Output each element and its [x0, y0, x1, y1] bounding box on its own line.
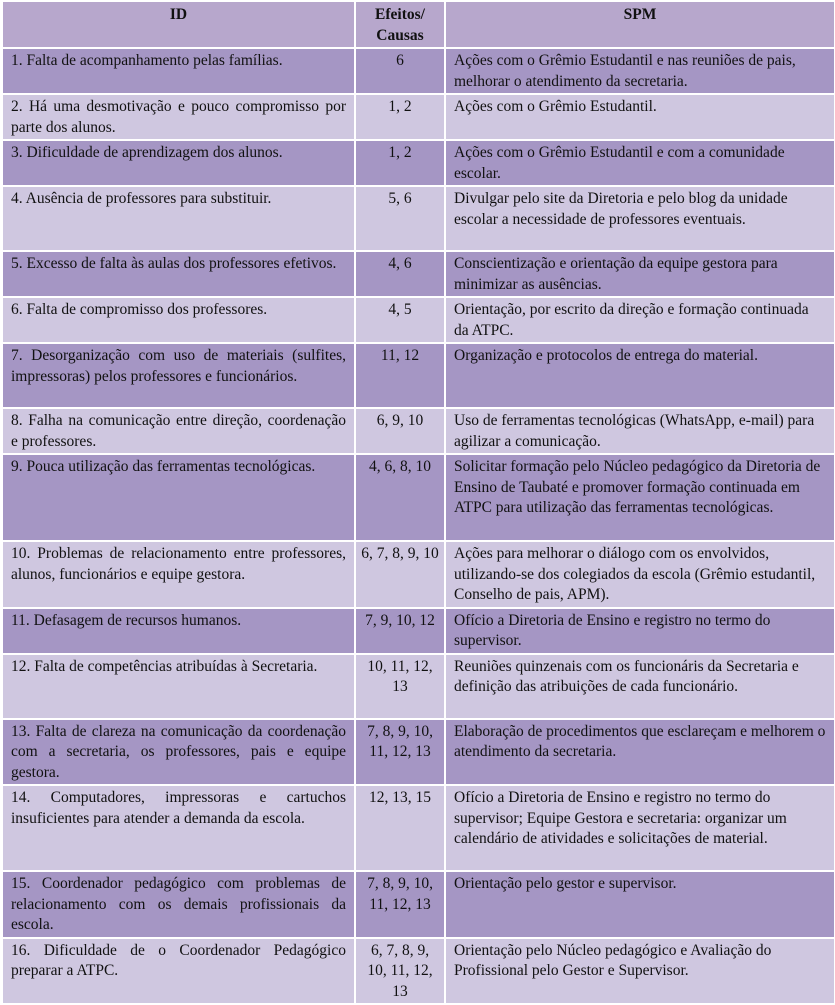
row-id-cell: 7. Desorganização com uso de materiais (sulfites, impressoras) pelos professores e funcionários. [2, 343, 355, 408]
row-spm-cell: Orientação, por escrito da direção e formação continuada da ATPC. [445, 297, 835, 343]
row-id-cell: 14. Computadores, impressoras e cartuchos insuficientes para atender a demanda da escola. [2, 785, 355, 871]
row-spm-cell: Solicitar formação pelo Núcleo pedagógico da Diretoria de Ensino de Taubaté e promover formação continuada em ATPC para utilização das ferramentas tecnológicas. [445, 454, 835, 541]
row-spm-cell: Ofício a Diretoria de Ensino e registro no termo do supervisor; Equipe Gestora e secretaria: organizar um calendário de atividades e solicitações de material. [445, 785, 835, 871]
row-efeitos-cell: 6, 7, 8, 9, 10 [355, 541, 445, 608]
row-spm-cell: Divulgar pelo site da Diretoria e pelo blog da unidade escolar a necessidade de professores eventuais. [445, 186, 835, 251]
row-id-cell: 9. Pouca utilização das ferramentas tecnológicas. [2, 454, 355, 541]
header-causas: Causas [376, 26, 424, 44]
row-id-cell: 4. Ausência de professores para substituir. [2, 186, 355, 251]
table-row [2, 297, 835, 343]
row-spm-cell: Ações com o Grêmio Estudantil. [445, 94, 835, 140]
table-row [2, 343, 835, 408]
table-row [2, 541, 835, 608]
row-efeitos-cell: 7, 9, 10, 12 [355, 608, 445, 654]
table-row [2, 408, 835, 454]
row-spm-cell: Ações com o Grêmio Estudantil e nas reuniões de pais, melhorar o atendimento da secretaria. [445, 48, 835, 94]
row-spm-cell: Uso de ferramentas tecnológicas (WhatsApp, e-mail) para agilizar a comunicação. [445, 408, 835, 454]
table-row [2, 94, 835, 140]
table-row [2, 785, 835, 871]
row-efeitos-cell: 1, 2 [355, 94, 445, 140]
header-spm: SPM [445, 1, 835, 48]
row-efeitos-cell: 4, 5 [355, 297, 445, 343]
row-id-cell: 2. Há uma desmotivação e pouco compromisso por parte dos alunos. [2, 94, 355, 140]
table-row [2, 454, 835, 541]
table-row [2, 251, 835, 297]
row-id-cell: 12. Falta de competências atribuídas à Secretaria. [2, 654, 355, 719]
problems-table [1, 0, 835, 1005]
table-row [2, 608, 835, 654]
row-efeitos-cell: 11, 12 [355, 343, 445, 408]
row-efeitos-cell: 10, 11, 12, 13 [355, 654, 445, 719]
row-efeitos-cell: 12, 13, 15 [355, 785, 445, 871]
table-row [2, 871, 835, 938]
row-id-cell: 6. Falta de compromisso dos professores. [2, 297, 355, 343]
row-id-cell: 10. Problemas de relacionamento entre professores, alunos, funcionários e equipe gestora. [2, 541, 355, 608]
row-efeitos-cell: 4, 6, 8, 10 [355, 454, 445, 541]
row-efeitos-cell: 5, 6 [355, 186, 445, 251]
row-id-cell: 5. Excesso de falta às aulas dos professores efetivos. [2, 251, 355, 297]
row-efeitos-cell: 7, 8, 9, 10, 11, 12, 13 [355, 871, 445, 938]
row-efeitos-cell: 7, 8, 9, 10, 11, 12, 13 [355, 719, 445, 786]
row-efeitos-cell: 6, 9, 10 [355, 408, 445, 454]
table-row [2, 719, 835, 786]
table-body [2, 48, 835, 1004]
row-spm-cell: Conscientização e orientação da equipe gestora para minimizar as ausências. [445, 251, 835, 297]
table-row [2, 140, 835, 186]
row-spm-cell: Ações com o Grêmio Estudantil e com a comunidade escolar. [445, 140, 835, 186]
table-row [2, 938, 835, 1005]
table-row [2, 186, 835, 251]
header-id: ID [2, 1, 355, 48]
table-header-row [2, 1, 835, 48]
row-spm-cell: Elaboração de procedimentos que esclareçam e melhorem o atendimento da secretaria. [445, 719, 835, 786]
row-id-cell: 16. Dificuldade de o Coordenador Pedagógico preparar a ATPC. [2, 938, 355, 1005]
row-id-cell: 3. Dificuldade de aprendizagem dos alunos. [2, 140, 355, 186]
row-efeitos-cell: 6 [355, 48, 445, 94]
row-spm-cell: Organização e protocolos de entrega do material. [445, 343, 835, 408]
row-id-cell: 15. Coordenador pedagógico com problemas de relacionamento com os demais profissionais da escola. [2, 871, 355, 938]
row-spm-cell: Reuniões quinzenais com os funcionáris da Secretaria e definição das atribuições de cada funcionário. [445, 654, 835, 719]
row-id-cell: 11. Defasagem de recursos humanos. [2, 608, 355, 654]
row-id-cell: 13. Falta de clareza na comunicação da coordenação com a secretaria, os professores, pais e equipe gestora. [2, 719, 355, 786]
header-efeitos-causas [355, 1, 445, 48]
header-efeitos: Efeitos/ [375, 6, 425, 23]
row-id-cell: 8. Falha na comunicação entre direção, coordenação e professores. [2, 408, 355, 454]
row-efeitos-cell: 6, 7, 8, 9, 10, 11, 12, 13 [355, 938, 445, 1005]
table-row [2, 654, 835, 719]
row-efeitos-cell: 1, 2 [355, 140, 445, 186]
row-spm-cell: Orientação pelo gestor e supervisor. [445, 871, 835, 938]
table-row [2, 48, 835, 94]
row-id-cell: 1. Falta de acompanhamento pelas famílias. [2, 48, 355, 94]
row-spm-cell: Ofício a Diretoria de Ensino e registro no termo do supervisor. [445, 608, 835, 654]
row-spm-cell: Orientação pelo Núcleo pedagógico e Avaliação do Profissional pelo Gestor e Supervisor. [445, 938, 835, 1005]
row-spm-cell: Ações para melhorar o diálogo com os envolvidos, utilizando-se dos colegiados da escola (Grêmio estudantil, Conselho de pais, APM). [445, 541, 835, 608]
row-efeitos-cell: 4, 6 [355, 251, 445, 297]
